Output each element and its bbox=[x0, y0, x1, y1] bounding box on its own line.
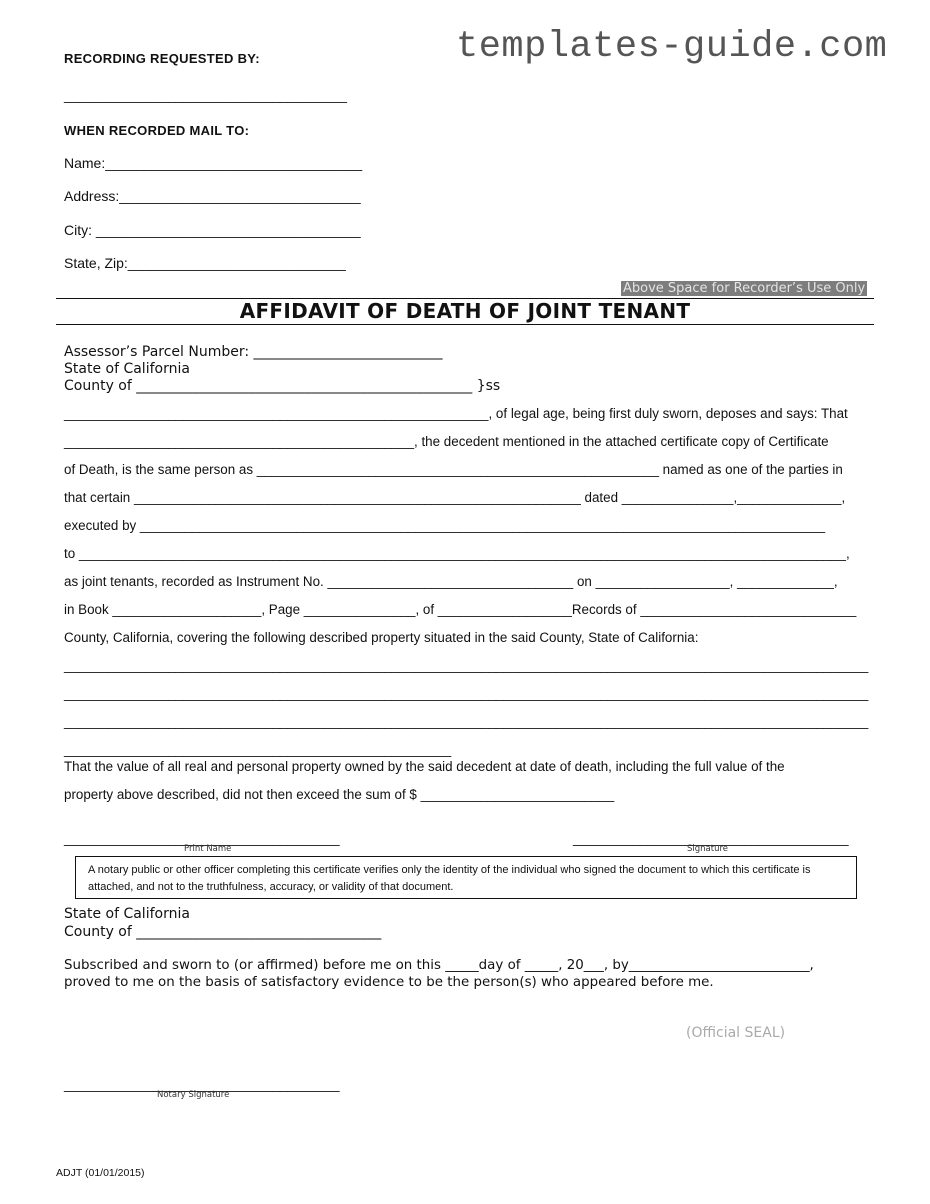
body-line: to _______________________________________________________________________________________________________, bbox=[64, 546, 850, 561]
county-field: County of ________________________________________________ }ss bbox=[64, 378, 501, 394]
recorder-use-label: Above Space for Recorder’s Use Only bbox=[623, 281, 866, 296]
body-line: that certain ____________________________________________________________ dated _______________,______________, bbox=[64, 490, 846, 505]
body-line: of Death, is the same person as ______________________________________________________ named as one of the parties in bbox=[64, 462, 843, 477]
mail-address-field: Address:_______________________________ bbox=[64, 188, 361, 204]
document-title: AFFIDAVIT OF DEATH OF JOINT TENANT bbox=[239, 299, 691, 323]
property-line: ____________________________________________________________________________________________________________ bbox=[64, 658, 869, 673]
signature-label: Signature bbox=[687, 844, 729, 854]
notary-county-field: County of ___________________________________ bbox=[64, 924, 382, 940]
signature-line: _____________________________________ bbox=[573, 831, 849, 846]
recording-requested-line: ______________________________________ bbox=[64, 88, 347, 103]
mail-name-field: Name:_________________________________ bbox=[64, 155, 363, 171]
body-line: _______________________________________________, the decedent mentioned in the attached certificate copy of Certificate bbox=[64, 434, 829, 449]
property-line: ____________________________________________________ bbox=[64, 742, 452, 757]
notary-notice-text: A notary public or other officer completing this certificate verifies only the identity of the individual who signed the document to which this certificate is attached, and not to the truthfulness, accuracy, or validity of that document. bbox=[88, 864, 811, 893]
property-line: ____________________________________________________________________________________________________________ bbox=[64, 714, 869, 729]
print-name-label: Print Name bbox=[184, 844, 232, 854]
notary-notice-box bbox=[75, 856, 857, 899]
notary-signature-line: _____________________________________ bbox=[64, 1077, 340, 1092]
recording-requested-label: RECORDING REQUESTED BY: bbox=[64, 51, 260, 66]
body-line: County, California, covering the following described property situated in the said County, State of California: bbox=[64, 630, 699, 645]
body-line: as joint tenants, recorded as Instrument No. _________________________________ on __________________, _____________, bbox=[64, 574, 838, 589]
body-line: _________________________________________________________, of legal age, being first duly sworn, deposes and says: That bbox=[64, 406, 848, 421]
body-line: in Book ____________________, Page _______________, of __________________Records of _____________________________ bbox=[64, 602, 857, 617]
state-label: State of California bbox=[64, 361, 190, 377]
watermark: templates-guide.com bbox=[456, 26, 888, 68]
apn-field: Assessor’s Parcel Number: ___________________________ bbox=[64, 344, 443, 360]
value-statement: That the value of all real and personal property owned by the said decedent at date of death, including the full value of the bbox=[64, 759, 785, 774]
print-name-line: _____________________________________ bbox=[64, 831, 340, 846]
mail-state-zip-field: State, Zip:____________________________ bbox=[64, 255, 346, 271]
notary-state-label: State of California bbox=[64, 906, 190, 922]
body-line: executed by ____________________________________________________________________________________________ bbox=[64, 518, 826, 533]
title-rule bbox=[56, 324, 874, 325]
official-seal-label: (Official SEAL) bbox=[686, 1025, 786, 1041]
when-recorded-label: WHEN RECORDED MAIL TO: bbox=[64, 123, 250, 138]
value-statement: property above described, did not then exceed the sum of $ __________________________ bbox=[64, 787, 615, 802]
form-code: ADJT (01/01/2015) bbox=[56, 1167, 145, 1179]
subscribed-statement: Subscribed and sworn to (or affirmed) before me on this _____day of _____, 20___, by___________________________, bbox=[64, 958, 814, 973]
property-line: ____________________________________________________________________________________________________________ bbox=[64, 686, 869, 701]
mail-city-field: City: __________________________________ bbox=[64, 222, 361, 238]
notary-signature-label: Notary Signature bbox=[157, 1090, 230, 1100]
proved-statement: proved to me on the basis of satisfactory evidence to be the person(s) who appeared before me. bbox=[64, 975, 714, 990]
